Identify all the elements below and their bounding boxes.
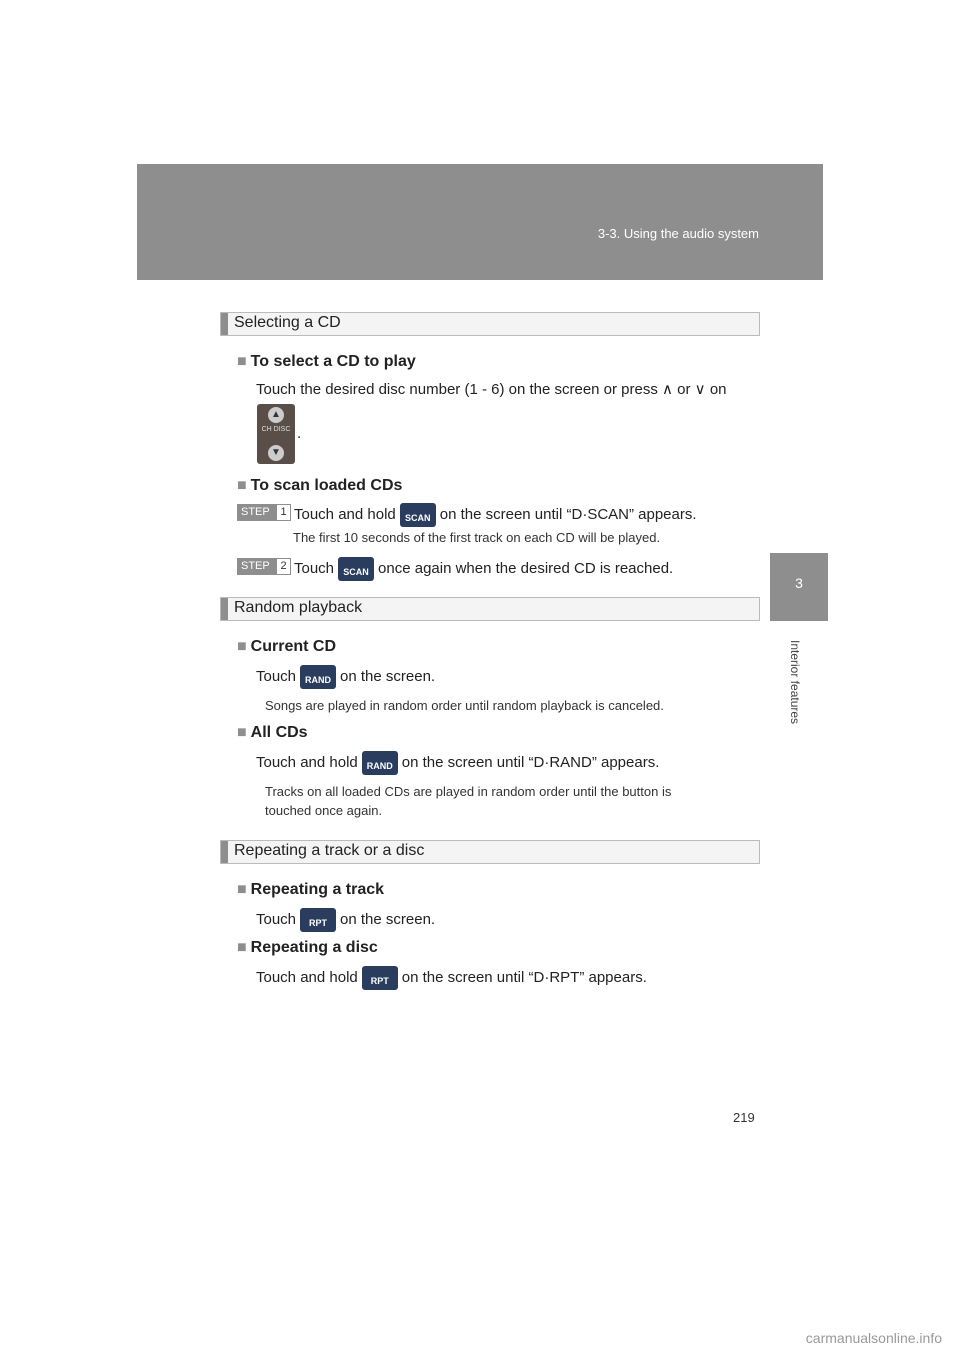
section-selecting-cd <box>220 312 760 336</box>
section-title: Random playback <box>234 599 363 616</box>
all-cds-text: Touch and hold RAND on the screen until “D·RAND” appears. <box>256 751 659 775</box>
subheading-current-cd: ■ Current CD <box>237 638 337 655</box>
chevron-down-icon: ▼ <box>268 445 284 461</box>
subheading-repeat-disc: ■ Repeating a disc <box>237 939 378 956</box>
chapter-tab: 3 <box>770 553 828 621</box>
step-2-text: Touch SCAN once again when the desired CD is reached. <box>294 557 673 581</box>
all-cds-note-line2: touched once again. <box>265 803 383 818</box>
bullet-square-icon: ■ <box>237 939 247 956</box>
rand-button-image: RAND <box>300 665 336 689</box>
bullet-square-icon: ■ <box>237 638 247 655</box>
chevron-up-icon: ▲ <box>268 407 284 423</box>
subheading-all-cds: ■ All CDs <box>237 724 308 741</box>
select-cd-text: Touch the desired disc number (1 - 6) on the screen or press ∧ or ∨ on <box>256 381 727 398</box>
repeat-track-text: Touch RPT on the screen. <box>256 908 435 932</box>
subheading-repeat-track: ■ Repeating a track <box>237 881 385 898</box>
bullet-square-icon: ■ <box>237 353 247 370</box>
rand-button-image: RAND <box>362 751 398 775</box>
section-heading: 3-3. Using the audio system <box>597 226 759 241</box>
bullet-square-icon: ■ <box>237 724 247 741</box>
step-1-note: The first 10 seconds of the first track on each CD will be played. <box>293 530 661 545</box>
section-title: Selecting a CD <box>234 314 341 331</box>
period: . <box>297 425 302 442</box>
watermark: carmanualsonline.info <box>805 1330 942 1346</box>
step-1-badge: STEP 1 <box>237 504 291 521</box>
current-cd-text: Touch RAND on the screen. <box>256 665 435 689</box>
bullet-square-icon: ■ <box>237 881 247 898</box>
current-cd-note: Songs are played in random order until random playback is canceled. <box>265 698 664 713</box>
page-number: 219 <box>733 1110 755 1125</box>
section-random-playback <box>220 597 760 621</box>
bullet-square-icon: ■ <box>237 477 247 494</box>
section-repeating <box>220 840 760 864</box>
rpt-button-image: RPT <box>362 966 398 990</box>
step-2-badge: STEP 2 <box>237 558 291 575</box>
header-band <box>137 164 823 280</box>
repeat-disc-text: Touch and hold RPT on the screen until “D·RPT” appears. <box>256 966 647 990</box>
section-title: Repeating a track or a disc <box>234 842 425 859</box>
all-cds-note-line1: Tracks on all loaded CDs are played in random order until the button is <box>265 784 672 799</box>
step-1-text: Touch and hold SCAN on the screen until “D·SCAN” appears. <box>294 503 697 527</box>
ctrl-label: CH DISC <box>261 426 291 433</box>
scan-button-image: SCAN <box>338 557 374 581</box>
subheading-select-cd: ■ To select a CD to play <box>237 353 416 370</box>
chapter-label: Interior features <box>788 640 802 725</box>
rpt-button-image: RPT <box>300 908 336 932</box>
scan-button-image: SCAN <box>400 503 436 527</box>
subheading-scan-cds: ■ To scan loaded CDs <box>237 477 403 494</box>
ch-disc-control-image <box>257 404 295 464</box>
